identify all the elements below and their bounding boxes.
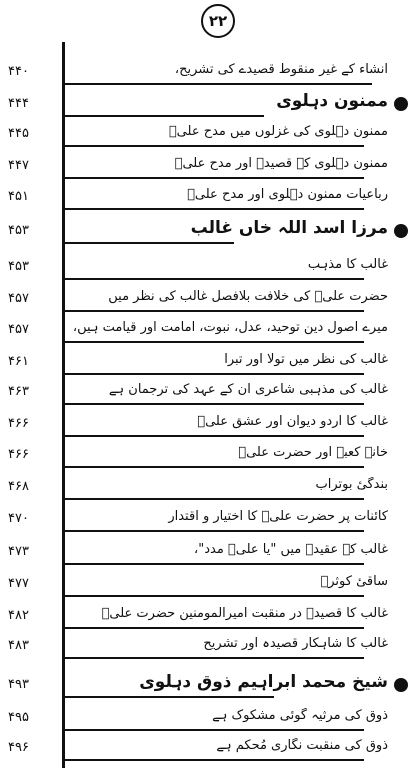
toc-entry-text: ذوق کی منقبت نگاری مُحکم ہے [216,738,388,753]
toc-page-number: ۴۴۴ [8,96,29,111]
toc-page-number: ۴۶۸ [8,479,29,494]
toc-page-number: ۴۶۳ [8,384,29,399]
toc-page-number: ۴۹۳ [8,677,29,692]
toc-entry [0,352,410,374]
toc-entry [0,738,410,760]
toc-page-number: ۴۵۷ [8,291,29,306]
toc-entry [0,606,410,628]
toc-underline [64,403,364,405]
toc-entry-text: ساقیٔ کوثرؑ [320,574,388,589]
toc-underline [64,759,364,761]
toc-heading [0,672,410,697]
bullet-icon [394,97,408,111]
toc-entry [0,289,410,311]
toc-entry-text: میرے اصول دین توحید، عدل، نبوت، امامت اور قیامت ہیں، [72,320,388,335]
toc-underline [64,208,364,210]
toc-page-number: ۴۷۷ [8,576,29,591]
section-heading-text: شیخ محمد ابراہیم ذوق دہلوی [139,672,388,692]
toc-page-number: ۴۷۰ [8,511,29,526]
toc-page-number: ۴۶۶ [8,416,29,431]
toc-heading [0,218,410,243]
toc-underline [64,466,364,468]
toc-entry-text: غالب کا قصیدہ در منقبت امیرالمومنین حضرت علیؑ [101,606,388,621]
toc-entry-text: کائنات پر حضرت علیؑ کا اختیار و اقتدار [168,509,388,524]
vertical-rule [62,42,65,768]
toc-entry-text: رباعیات ممنون دہلوی اور مدح علیؑ [187,187,388,202]
toc-entry-text: غالب کی مذہبی شاعری اُن کے عہد کی ترجمان ہے [108,382,388,397]
toc-entry-text: غالب کا شاہکار قصیدہ اور تشریح [203,636,388,651]
toc-entry [0,477,410,499]
toc-entry [0,708,410,730]
toc-entry-text: ممنون دہلوی کے قصیدے اور مدح علیؑ [174,156,388,171]
toc-underline [64,530,364,532]
toc-underline [64,657,364,659]
toc-underline [64,115,264,117]
toc-page-number: ۴۵۷ [8,322,29,337]
toc-page-number: ۴۵۱ [8,189,29,204]
toc-entry [0,156,410,178]
toc-entry [0,382,410,404]
toc-underline [64,563,364,565]
toc-entry-text: غالب کا مذہب [307,257,388,272]
toc-entry-text: غالب کی نظر میں تولا اور تبرا [224,352,388,367]
toc-page-number: ۴۵۳ [8,259,29,274]
toc-page-number: ۴۴۷ [8,158,29,173]
toc-entry [0,542,410,564]
toc-underline [64,278,364,280]
page-number: ۲۲ [208,12,228,30]
toc-entry-text: ذوق کی مرثیہ گوئی مشکوک ہے [212,708,388,723]
toc-page-number: ۴۴۰ [8,64,29,79]
section-heading-text: ممنون دہلوی [276,91,388,111]
toc-underline [64,627,364,629]
toc-underline [64,696,274,698]
toc-entry-text: بندگیٔ بوتراب [315,477,388,492]
toc-entry-text: ممنون دہلوی کی غزلوں میں مدح علیؑ [168,124,388,139]
section-heading-text: مرزا اسد اللہ خاں غالب [190,218,388,238]
toc-entry [0,257,410,279]
toc-underline [64,373,364,375]
toc-page-number: ۴۶۶ [8,447,29,462]
toc-underline [64,435,364,437]
toc-entry-text: انشاء کے غیر منقوط قصیدے کی تشریح، [174,62,388,77]
toc-underline [64,177,364,179]
toc-entry [0,636,410,658]
toc-entry [0,124,410,146]
toc-entry [0,574,410,596]
toc-entry [0,320,410,342]
toc-page-number: ۴۶۱ [8,354,29,369]
toc-underline [64,83,372,85]
page-number-circle [201,4,235,38]
toc-underline [64,242,234,244]
toc-underline [64,310,364,312]
toc-entry-text: غالب کے عقیدے میں "یا علیؑ مدد"، [194,542,388,557]
bullet-icon [394,678,408,692]
bullet-icon [394,224,408,238]
toc-entry [0,187,410,209]
toc-underline [64,729,364,731]
toc-heading [0,91,410,116]
toc-page-number: ۴۹۵ [8,710,29,725]
toc-entry-text: غالب کا اردو دیوان اور عشق علیؑ [197,414,388,429]
toc-underline [64,145,364,147]
toc-page-number: ۴۸۲ [8,608,29,623]
toc-entry-text: حضرت علیؑ کی خلافت بلافصل غالب کی نظر میں [108,289,388,304]
toc-underline [64,498,364,500]
toc-page-number: ۴۴۵ [8,126,29,141]
toc-page-number: ۴۹۶ [8,740,29,755]
toc-entry [0,62,410,84]
toc-page-number: ۴۸۳ [8,638,29,653]
toc-underline [64,595,364,597]
toc-entry [0,445,410,467]
toc-entry [0,509,410,531]
toc-underline [64,341,364,343]
toc-entry [0,414,410,436]
toc-page-number: ۴۷۳ [8,544,29,559]
toc-page-number: ۴۵۳ [8,223,29,238]
toc-entry-text: خانۂ کعبہ اور حضرت علیؑ [238,445,388,460]
